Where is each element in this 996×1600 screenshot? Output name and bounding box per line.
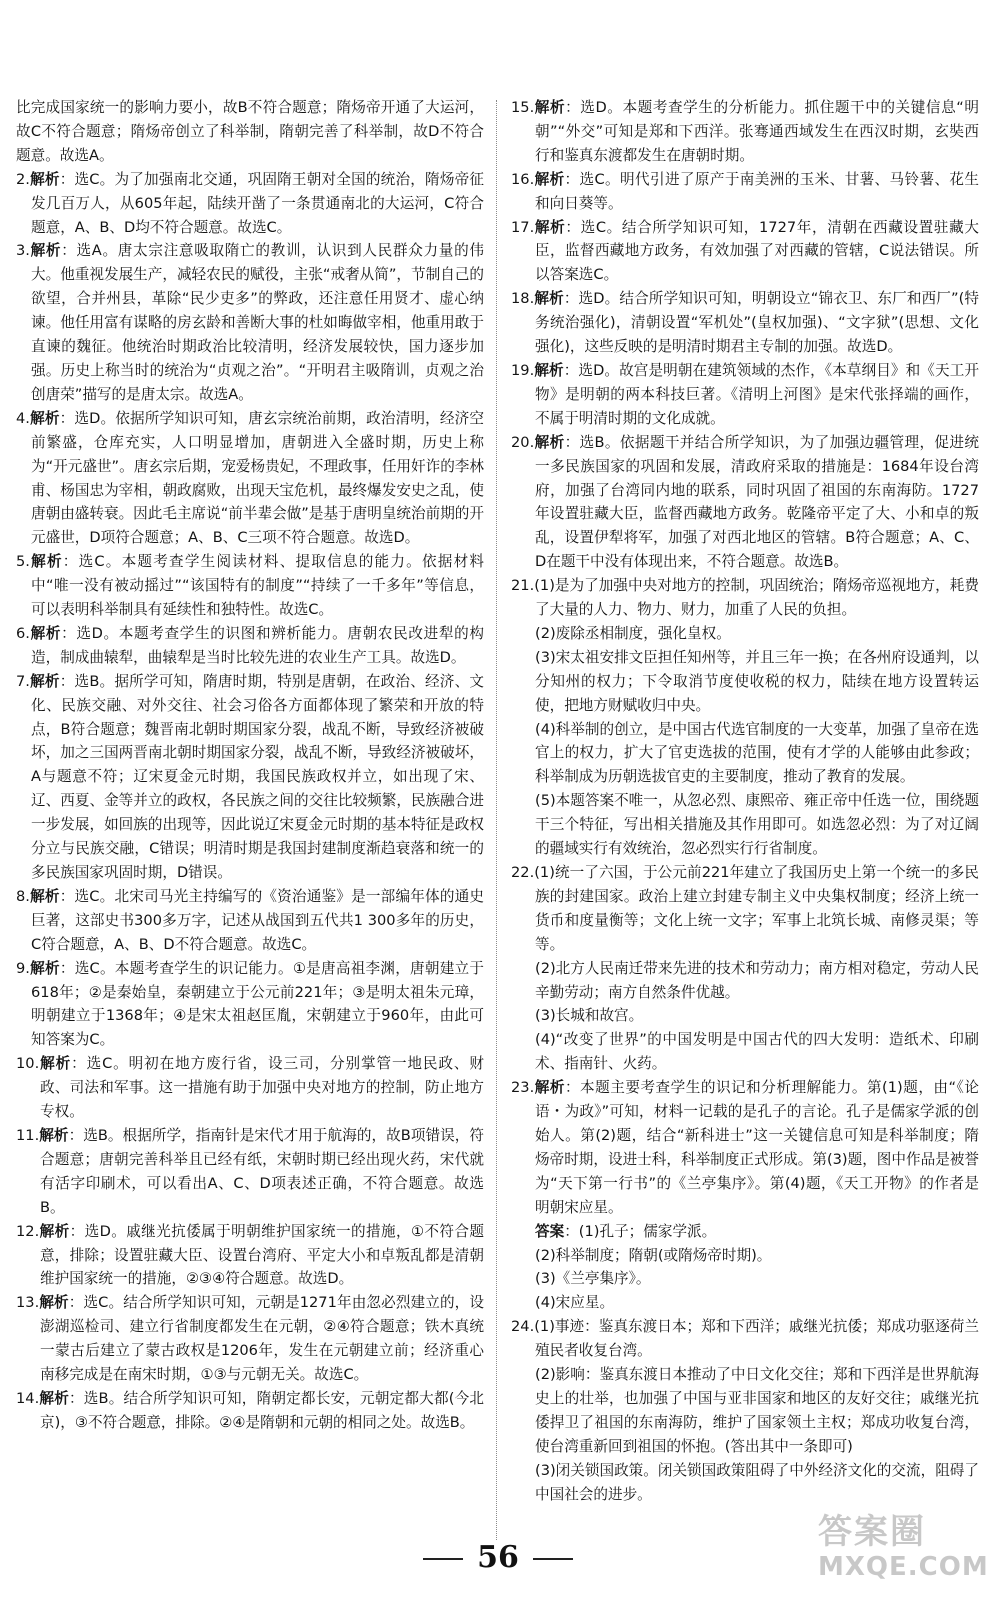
answer-20: 20.解析：选B。依据题干并结合所学知识，为了加强边疆管理，促进统一多民族国家的巩固和发展，清政府采取的措施是：1684年设台湾府，加强了台湾同内地的联系，同时巩固了祖国的东南海防。1727年设置驻藏大臣，监督西藏地方政务。乾隆帝平定了大、小和卓的叛乱，设置伊犁将军，加强了对西北地区的管辖。B符合题意；A、C、D在题干中没有体现出来，不符合题意。故选B。 <box>511 433 979 571</box>
answer-label: 解析 <box>534 170 565 188</box>
answer-label: 解析 <box>39 1389 69 1407</box>
answer-label: 解析 <box>29 553 63 571</box>
answer-label: 解析 <box>39 1055 72 1073</box>
answer-10: 10.解析：选C。明初在地方废行省，设三司，分别掌管一地民政、财政、司法和军事。这一措施有助于加强中央对地方的控制，防止地方专权。 <box>16 1055 484 1121</box>
answer-label: 解析 <box>39 1126 69 1144</box>
answer-label: 解析 <box>29 242 62 260</box>
answer-21-part-4: (4)科举制的创立，是中国古代选官制度的一大变革，加强了皇帝在选官上的权力，扩大了官吏选拔的范围，使有才学的人能够由此参政；科举制成为历朝选拔官吏的主要制度，推动了教育的发展。 <box>535 720 979 786</box>
answer-label: 解析 <box>29 624 62 642</box>
answer-label: 解析 <box>29 887 60 905</box>
answer-24-part-3: (3)闭关锁国政策。闭关锁国政策阻碍了中外经济文化的交流，阻碍了中国社会的进步。 <box>535 1461 979 1503</box>
answer-label: 解析 <box>534 1079 565 1097</box>
answer-22-part-2: (2)北方人民南迁带来先进的技术和劳动力；南方相对稳定，劳动人民辛勤劳动；南方自然条件优越。 <box>535 959 979 1001</box>
answer-18: 18.解析：选D。结合所学知识可知，明朝设立“锦衣卫、东厂和西厂”(特务统治强化)，清朝设置“军机处”(皇权加强)、“文字狱”(思想、文化强化)，这些反映的是明清时期君主专制的加强。故选D。 <box>511 290 979 356</box>
answer-24-part-2: (2)影响：鉴真东渡日本推动了中日文化交往；郑和下西洋是世界航海史上的壮举，也加强了中国与亚非国家和地区的友好交往；戚继光抗倭捍卫了祖国的东南海防，维护了国家领土主权；郑成功收复台湾，使台湾重新回到祖国的怀抱。(答出其中一条即可) <box>535 1366 979 1455</box>
answer-21-part-1: 21.(1)是为了加强中央对地方的控制，巩固统治；隋炀帝巡视地方，耗费了大量的人力、物力、财力，加重了人民的负担。 <box>511 577 979 619</box>
answer-24-part-1: 24.(1)事迹：鉴真东渡日本；郑和下西洋；戚继光抗倭；郑成功驱逐荷兰殖民者收复台湾。 <box>511 1318 979 1360</box>
answer-4: 4.解析：选D。依据所学知识可知，唐玄宗统治前期，政治清明，经济空前繁盛，仓库充实，人口明显增加，唐朝进入全盛时期，历史上称为“开元盛世”。唐玄宗后期，宠爱杨贵妃，不理政事，任用奸诈的李林甫、杨国忠为宰相，朝政腐败，出现天宝危机，最终爆发安史之乱，使唐朝由盛转衰。因此毛主席说“前半辈会做”是基于唐明皇统治前期的开元盛世，D项符合题意；A、B、C三项不符合题意。故选D。 <box>16 409 484 547</box>
answer-14: 14.解析：选B。结合所学知识可知，隋朝定都长安，元朝定都大都(今北京)，③不符合题意，排除。②④是隋朝和元朝的相同之处。故选B。 <box>16 1389 484 1431</box>
answer-22-part-1: 22.(1)统一了六国，于公元前221年建立了我国历史上第一个统一的多民族的封建国家。政治上建立封建专制主义中央集权制度；经济上统一货币和度量衡等；文化上统一文字；军事上北筑长城、南修灵渠；等等。 <box>511 864 979 953</box>
answer-16: 16.解析：选C。明代引进了原产于南美洲的玉米、甘薯、马铃薯、花生和向日葵等。 <box>511 170 979 212</box>
watermark-logo-top: 答案圈 <box>818 1512 926 1552</box>
watermark-logo-bottom: MXQE.COM <box>818 1552 989 1582</box>
page-number-left-dash <box>423 1558 463 1560</box>
answer-23-answer-2: (2)科举制度；隋朝(或隋炀帝时期)。 <box>535 1246 772 1264</box>
answer-12: 12.解析：选D。戚继光抗倭属于明朝维护国家统一的措施，①不符合题意，排除；设置驻藏大臣、设置台湾府、平定大小和卓叛乱都是清朝维护国家统一的措施，②③④符合题意。故选D。 <box>16 1222 484 1288</box>
answer-11: 11.解析：选B。根据所学，指南针是宋代才用于航海的，故B项错误，符合题意；唐朝完善科举且已经有纸，宋朝时期已经出现火药，宋代就有活字印刷术，可以看出A、C、D项表述正确，不符合题意。故选B。 <box>16 1126 484 1216</box>
answer-label: 解析 <box>534 218 566 236</box>
answer-21-part-2: (2)废除丞相制度，强化皇权。 <box>535 624 731 642</box>
answer-6: 6.解析：选D。本题考查学生的识图和辨析能力。唐朝农民改进犁的构造，制成曲辕犁，曲辕犁是当时比较先进的农业生产工具。故选D。 <box>16 624 484 666</box>
page-number-text: 56 <box>477 1540 519 1575</box>
answer-22-part-4: (4)“改变了世界”的中国发明是中国古代的四大发明：造纸术、印刷术、指南针、火药。 <box>535 1031 979 1073</box>
answer-label: 解析 <box>29 672 60 690</box>
answer-23-answer-4: (4)宋应星。 <box>535 1294 615 1312</box>
answer-19: 19.解析：选D。故宫是明朝在建筑领域的杰作，《本草纲目》和《天工开物》是明朝的两本科技巨著。《清明上河图》是宋代张择端的画作，不属于明清时期的文化成就。 <box>511 361 979 427</box>
answer-label: 解析 <box>29 409 60 427</box>
answer-23: 23.解析：本题主要考查学生的识记和分析理解能力。第(1)题，由“《论语・为政》”可知，材料一记载的是孔子的言论。孔子是儒家学派的创始人。第(2)题，结合“新科进士”这一关键信息可知是科举制度；隋炀帝时期，设进士科，科举制度正式形成。第(3)题，图中作品是被誉为“天下第一行书”的《兰亭集序》。第(4)题，《天工开物》的作者是明朝宋应星。 <box>511 1079 979 1216</box>
answer-label: 解析 <box>534 433 565 451</box>
answer-label: 解析 <box>39 1294 69 1312</box>
answer-23-answer-3: (3)《兰亭集序》。 <box>535 1270 651 1288</box>
answer-15: 15.解析：选D。本题考查学生的分析能力。抓住题干中的关键信息“明朝”“外交”可知是郑和下西洋。张骞通西域发生在西汉时期，玄奘西行和鉴真东渡都发生在唐朝时期。 <box>511 99 979 164</box>
answer-label: 解析 <box>29 959 60 977</box>
answer-label: 解析 <box>534 361 564 379</box>
right-column <box>511 96 979 1506</box>
answer-label: 解析 <box>534 99 566 116</box>
column-divider <box>496 100 497 1540</box>
answer-label: 解析 <box>534 290 564 308</box>
watermark-logo <box>818 1512 989 1592</box>
answer-5: 5.解析：选C。本题考查学生阅读材料、提取信息的能力。依据材料中“唯一没有被动摇过”“该国特有的制度”“持续了一千多年”等信息，可以表明科举制具有延续性和独特性。故选C。 <box>16 553 484 619</box>
answer-21-part-3: (3)宋太祖安排文臣担任知州等，并且三年一换；在各州府设通判，以分知州的权力；下令取消节度使收税的权力，陆续在地方设置转运使，把地方财赋收归中央。 <box>535 648 979 714</box>
answer-8: 8.解析：选C。北宋司马光主持编写的《资治通鉴》是一部编年体的通史巨著，这部史书300多万字，记述从战国到五代共1 300多年的历史，C符合题意，A、B、D不符合题意。故选C。 <box>16 887 484 953</box>
answer-21-part-5: (5)本题答案不唯一，从忽必烈、康熙帝、雍正帝中任选一位，围绕题干三个特征，写出相关措施及其作用即可。如选忽必烈：为了对辽阔的疆域实行有效统治，忽必烈实行行省制度。 <box>535 792 979 858</box>
answer-7: 7.解析：选B。据所学可知，隋唐时期，特别是唐朝，在政治、经济、文化、民族交融、对外交往、社会习俗各方面都体现了繁荣和开放的特点，B符合题意；魏晋南北朝时期国家分裂，战乱不断，导致经济被破坏，加之三国两晋南北朝时期国家分裂，战乱不断，导致经济被破坏，A与题意不符；辽宋夏金元时期，我国民族政权并立，如出现了宋、辽、西夏、金等并立的政权，各民族之间的交往比较频繁，民族融合进一步发展，如回族的出现等，因此说辽宋夏金元时期的基本特征是政权分立与民族交融，C错误；明清时期是我国封建制度渐趋衰落和统一的多民族国家巩固时期，D错误。 <box>16 672 484 881</box>
page-number-right-dash <box>533 1558 573 1560</box>
answer-23-answer-1: 答案：(1)孔子；儒家学派。 <box>535 1222 717 1240</box>
answer-3: 3.解析：选A。唐太宗注意吸取隋亡的教训，认识到人民群众力量的伟大。他重视发展生产，减轻农民的赋役，主张“戒奢从简”，节制自己的欲望，合并州县，革除“民少吏多”的弊政，还注意任用贤才、虚心纳谏。他任用富有谋略的房玄龄和善断大事的杜如晦做宰相，他重用敢于直谏的魏征。他统治时期政治比较清明，经济发展较快，国力逐步加强。历史上称当时的统治为“贞观之治”。“开明君主吸隋训，贞观之治创唐荣”描写的是唐太宗。故选A。 <box>16 242 484 403</box>
answer-label: 解析 <box>39 1222 70 1240</box>
answer-9: 9.解析：选C。本题考查学生的识记能力。①是唐高祖李渊，唐朝建立于618年；②是秦始皇，秦朝建立于公元前221年；③是明太祖朱元璋，明朝建立于1368年；④是宋太祖赵匡胤，宋朝建立于960年，由此可知答案为C。 <box>16 959 484 1049</box>
answer-17: 17.解析：选C。结合所学知识可知，1727年，清朝在西藏设置驻藏大臣，监督西藏地方政务，有效加强了对西藏的管辖，C说法错误。所以答案选C。 <box>511 218 979 284</box>
answer-continuation: 比完成国家统一的影响力要小，故B不符合题意；隋炀帝开通了大运河，故C不符合题意；隋炀帝创立了科举制，隋朝完善了科举制，故D不符合题意。故选A。 <box>16 99 484 164</box>
answer-13: 13.解析：选C。结合所学知识可知，元朝是1271年由忽必烈建立的，设澎湖巡检司、建立行省制度都发生在元朝，②④符合题意；铁木真统一蒙古后建立了蒙古政权是1206年，发生在元朝建立前；经济重心南移完成是在南宋时期，①③与元朝无关。故选C。 <box>16 1294 484 1384</box>
answer-label: 解析 <box>29 170 60 188</box>
answer-22-part-3: (3)长城和故宫。 <box>535 1007 644 1025</box>
left-column <box>16 96 484 1435</box>
answer-label: 答案 <box>535 1222 565 1240</box>
answer-2: 2.解析：选C。为了加强南北交通，巩固隋王朝对全国的统治，隋炀帝征发几百万人，从605年起，陆续开凿了一条贯通南北的大运河，C符合题意，A、B、D均不符合题意。故选C。 <box>16 170 484 236</box>
